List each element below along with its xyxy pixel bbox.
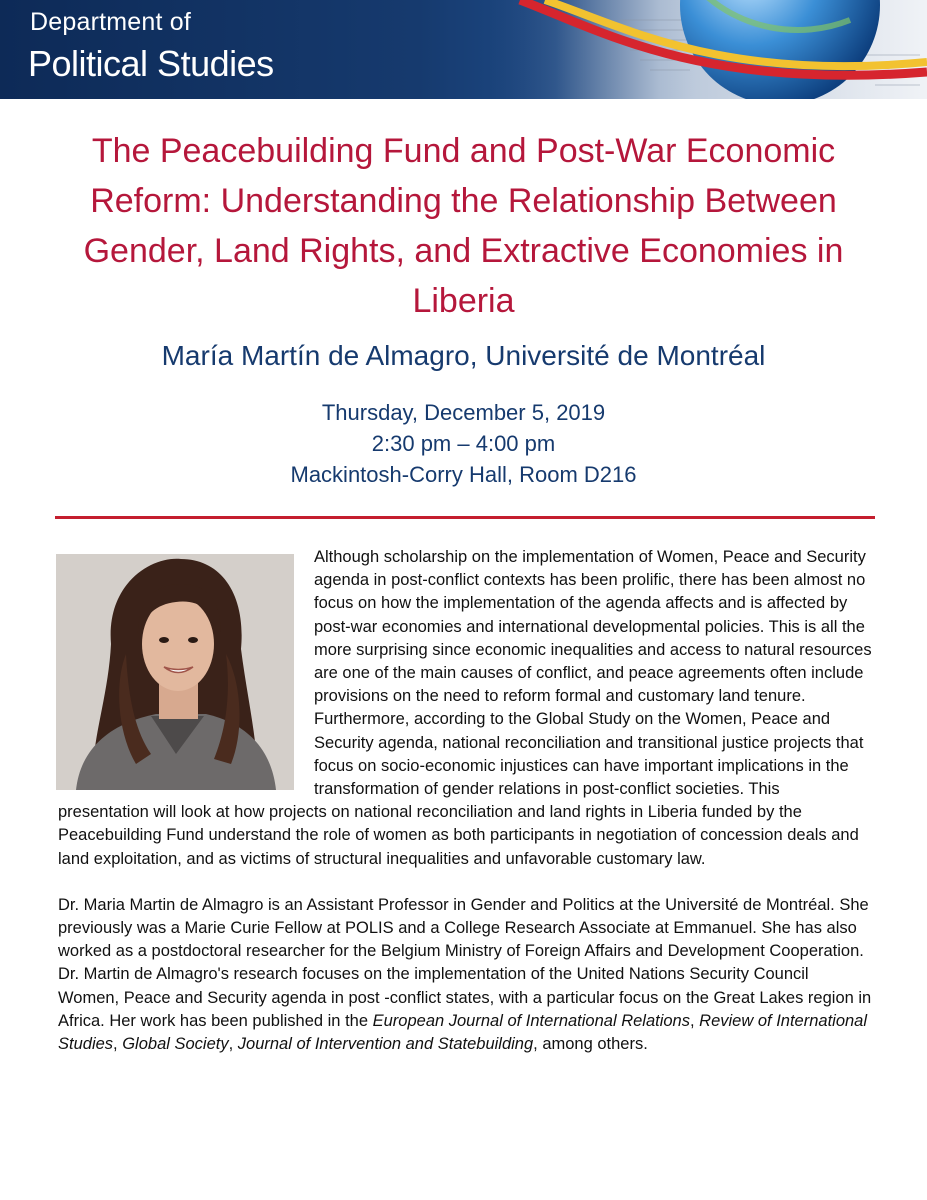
department-line2: Political Studies bbox=[28, 43, 274, 84]
photo-wrap-spacer bbox=[58, 546, 314, 792]
bio-ending: , among others. bbox=[533, 1035, 648, 1054]
journal-4: Journal of Intervention and Statebuilding bbox=[237, 1035, 534, 1054]
event-location: Mackintosh-Corry Hall, Room D216 bbox=[290, 462, 637, 487]
bio-paragraph bbox=[58, 894, 874, 1056]
department-line1: Department of bbox=[30, 8, 192, 36]
bio-sep-3: , bbox=[228, 1035, 238, 1054]
department-banner bbox=[0, 0, 927, 99]
body-text bbox=[58, 546, 874, 1079]
bio-sep-2: , bbox=[113, 1035, 123, 1054]
event-title: The Peacebuilding Fund and Post-War Economic Reform: Understanding the Relationship Between Gender, Land Rights, and Extractive Economies in Liberia bbox=[83, 132, 844, 320]
event-date: Thursday, December 5, 2019 bbox=[321, 400, 606, 425]
bio-sep-1: , bbox=[690, 1011, 700, 1030]
journal-1: European Journal of International Relations bbox=[372, 1011, 690, 1030]
event-details bbox=[40, 397, 887, 490]
journal-3: Global Society bbox=[122, 1035, 229, 1054]
journal-2: Review of International Studies bbox=[58, 1011, 868, 1054]
event-time: 2:30 pm – 4:00 pm bbox=[371, 431, 556, 456]
speaker-name: María Martín de Almagro, Université de Montréal bbox=[161, 340, 766, 371]
divider-rule bbox=[55, 516, 875, 519]
abstract-paragraph: Although scholarship on the implementation of Women, Peace and Security agenda in post-conflict contexts has been prolific, there has been almost no focus on how the implementation of the agenda affects and is affected by post-war economies and international developmental policies. This is all the more surprising since economic inequalities and access to natural resources are one of the main causes of conflict, and peace agreements often include provisions on the need to reform formal and customary land tenure. Furthermore, according to the Global Study on the Women, Peace and Security agenda, national reconciliation and transitional justice projects that focus on socio-economic injustices can have important implications in the transformation of gender relations in post-conflict societies. This presentation will look at how projects on national reconciliation and land rights in Liberia funded by the Peacebuilding Fund understand the role of women as both participants in negotiation of concession deals and land exploitation, and as victims of structural inequalities and unfavorable customary law. bbox=[58, 548, 872, 868]
bio-text: Dr. Maria Martin de Almagro is an Assistant Professor in Gender and Politics at the Université de Montréal. She previously was a Marie Curie Fellow at POLIS and a College Research Associate at Emmanuel. She has also worked as a postdoctoral researcher for the Belgium Ministry of Foreign Affairs and Development Cooperation. Dr. Martin de Almagro's research focuses on the implementation of the United Nations Security Council Women, Peace and Security agenda in post -conflict states, with a particular focus on the Great Lakes region in Africa. Her work has been published in the bbox=[58, 895, 872, 1030]
